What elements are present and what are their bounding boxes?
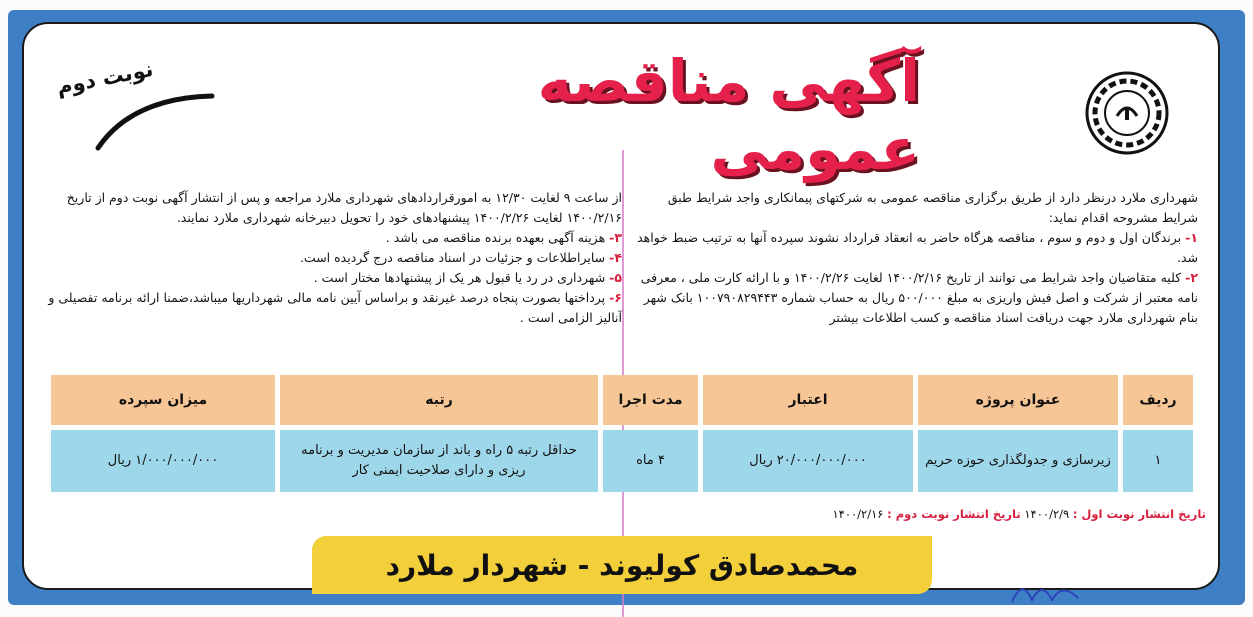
condition-5-text: شهرداری در رد یا قبول هر یک از پیشنهادها مختار است . — [313, 270, 606, 285]
condition-6 — [30, 288, 622, 328]
first-publication-date: ۱۴۰۰/۲/۹ — [1024, 507, 1070, 521]
second-publication-date: ۱۴۰۰/۲/۱۶ — [832, 507, 884, 521]
first-publication-label: تاریخ انتشار نوبت اول : — [1072, 507, 1206, 521]
publication-dates — [800, 507, 1206, 521]
condition-5-number: ۵- — [609, 270, 622, 285]
conditions-left-column — [30, 188, 622, 328]
condition-2-number: ۲- — [1185, 270, 1198, 285]
condition-3-number: ۳- — [609, 230, 622, 245]
municipality-logo — [1084, 70, 1170, 156]
cell-deposit: ۱/۰۰۰/۰۰۰/۰۰۰ ریال — [51, 430, 275, 492]
cell-grade: حداقل رتبه ۵ راه و باند از سازمان مدیریت و برنامه ریزی و دارای صلاحیت ایمنی کار — [280, 430, 598, 492]
header-duration: مدت اجرا — [603, 375, 698, 425]
condition-2 — [632, 268, 1198, 328]
page-title: آگهی مناقصه عمومی — [537, 47, 920, 183]
table-header-row — [51, 375, 1193, 425]
cell-budget: ۲۰/۰۰۰/۰۰۰/۰۰۰ ریال — [703, 430, 913, 492]
condition-1 — [632, 228, 1198, 268]
table-row — [51, 430, 1193, 492]
condition-4-text: سایراطلاعات و جزئیات در اسناد مناقصه درج گردیده است. — [299, 250, 606, 265]
condition-3 — [30, 228, 622, 248]
header-deposit: میزان سپرده — [51, 375, 275, 425]
condition-4 — [30, 248, 622, 268]
header-row-index: ردیف — [1123, 375, 1193, 425]
submission-text: از ساعت ۹ لغایت ۱۲/۳۰ به امورقراردادهای شهرداری ملارد مراجعه و پس از انتشار آگهی نوبت دوم از تاریخ ۱۴۰۰/۲/۱۶ لغایت ۱۴۰۰/۲/۲۶ پیشنهادهای خود را تحویل دبیرخانه شهرداری ملارد نمایند. — [66, 190, 622, 225]
intro-text: شهرداری ملارد درنظر دارد از طریق برگزاری مناقصه عمومی به شرکتهای پیمانکاری واجد شرایط طبق شرایط مشروحه اقدام نماید: — [667, 190, 1198, 225]
cell-row-index: ۱ — [1123, 430, 1193, 492]
header-grade: رتبه — [280, 375, 598, 425]
condition-5 — [30, 268, 622, 288]
header-budget: اعتبار — [703, 375, 913, 425]
header-project-title: عنوان پروژه — [918, 375, 1118, 425]
condition-6-text: پرداختها بصورت پنجاه درصد غیرنقد و براساس آیین نامه مالی شهرداریها میباشد،ضمنا ارائه برنامه تفصیلی و آنالیز الزامی است . — [48, 290, 622, 325]
second-round-stamp: نوبت دوم — [54, 56, 156, 100]
tender-table — [46, 370, 1198, 497]
condition-3-text: هزینه آگهی بعهده برنده مناقصه می باشد . — [385, 230, 606, 245]
conditions-right-column — [632, 188, 1198, 328]
condition-1-number: ۱- — [1185, 230, 1198, 245]
second-publication-label: تاریخ انتشار نوبت دوم : — [887, 507, 1021, 521]
condition-1-text: برندگان اول و دوم و سوم ، مناقصه هرگاه حاضر به انعقاد قرارداد نشوند سپرده آنها به ترتیب ضبط خواهد شد. — [637, 230, 1198, 265]
condition-2-text: کلیه متقاضیان واجد شرایط می توانند از تاریخ ۱۴۰۰/۲/۱۶ لغایت ۱۴۰۰/۲/۲۶ و با ارائه کارت ملی ، معرفی نامه معتبر از شرکت و اصل فیش واریزی به مبلغ ۵۰۰/۰۰۰ ریال به حساب شماره ۱۰۰۷۹۰۸۲۹۴۴۳ بانک شهر بنام شهرداری ملارد جهت دریافت اسناد مناقصه و کسب اطلاعات بیشتر — [640, 270, 1198, 325]
cell-project-title: زیرسازی و جدولگذاری حوزه حریم — [918, 430, 1118, 492]
handwritten-scribble-icon — [1008, 572, 1098, 612]
mayor-signature-banner: محمدصادق کولیوند - شهردار ملارد — [312, 536, 932, 594]
condition-6-number: ۶- — [609, 290, 622, 305]
condition-4-number: ۴- — [609, 250, 622, 265]
cell-duration: ۴ ماه — [603, 430, 698, 492]
stamp-swoosh-icon — [92, 88, 222, 158]
